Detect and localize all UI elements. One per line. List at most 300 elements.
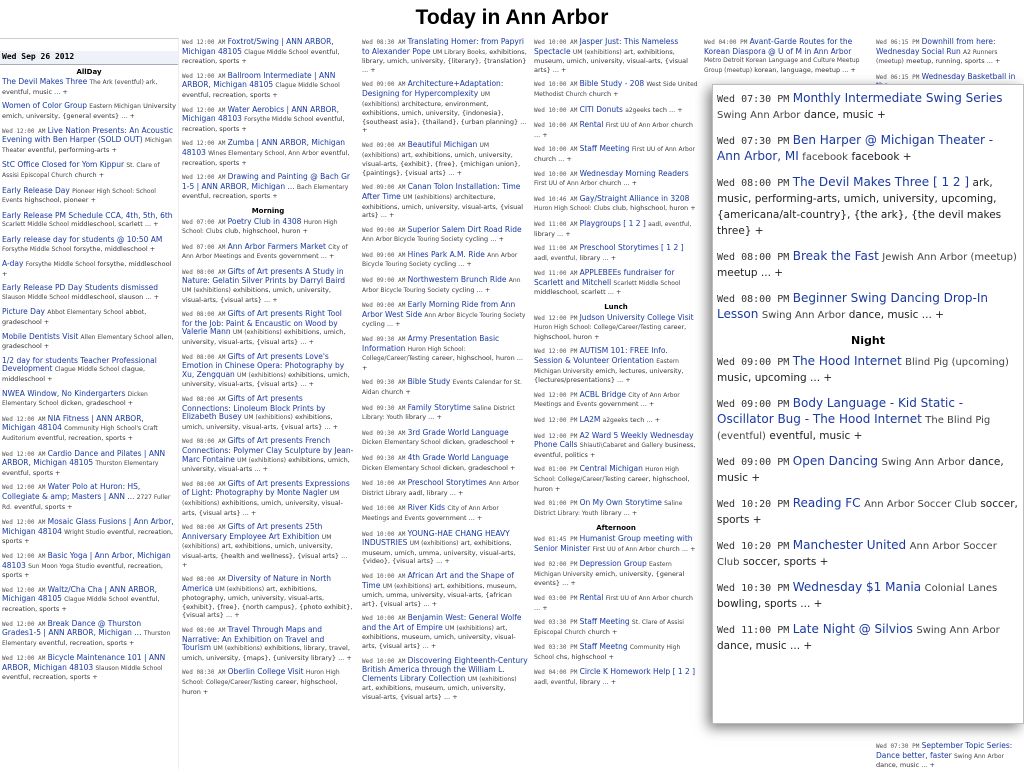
event-tags[interactable]: exhibitions, umich, university, visual-arts, {visual arts} ... +: [182, 370, 350, 389]
event-title-link[interactable]: CITI Donuts: [579, 104, 623, 114]
event-title-link[interactable]: Staff Meeting: [579, 617, 630, 627]
event-title-link[interactable]: Mobile Dentists Visit: [2, 331, 79, 341]
event-title-link[interactable]: StC Office Closed for Yom Kippur: [2, 160, 125, 170]
event-tags[interactable]: exhibitions, library, travel, umich, university, {maps}, {university library} ... +: [182, 644, 352, 662]
event-time: Wed 08:00 AM: [182, 353, 226, 361]
event-item: [182, 243, 354, 262]
event-tags[interactable]: dance, music +: [717, 456, 1004, 484]
event-title-link[interactable]: Body Language - Kid Static - Oscillator Bug - The Hood Internet: [717, 396, 964, 426]
event-item: [534, 391, 698, 410]
event-title-link[interactable]: The Devil Makes Three [ 1 2 ]: [792, 175, 970, 189]
event-tags[interactable]: aadl, library ... +: [408, 488, 464, 497]
event-title-link[interactable]: Zumba | ANN ARBOR, Michigan 48103: [182, 138, 346, 157]
event-tags[interactable]: eventful, recreation, sports +: [182, 90, 278, 99]
event-tags[interactable]: dance, music ... +: [876, 761, 935, 768]
event-title-link[interactable]: AUTISM 101: FREE Info. Session & Volunteer Orientation: [534, 346, 668, 366]
event-tags[interactable]: government ... +: [426, 513, 483, 522]
event-time: Wed 09:30 AM: [362, 429, 406, 437]
event-tags[interactable]: middleschool, scarlett ... +: [71, 220, 159, 229]
event-tags[interactable]: eventful, recreation, sports +: [2, 673, 98, 682]
event-tags[interactable]: church +: [381, 388, 411, 396]
event-tags[interactable]: church ... +: [657, 544, 696, 553]
event-title-link[interactable]: Rental: [579, 120, 604, 130]
event-title-link[interactable]: Gifts of Art presents Love's Emotion in Chinese Opera: Photography by Xu, Zengquan: [182, 351, 345, 379]
event-time: Wed 10:00 AM: [534, 146, 578, 154]
event-time: Wed 10:00 AM: [362, 657, 406, 665]
event-item: [717, 538, 1019, 570]
event-item: [717, 91, 1019, 123]
event-tags[interactable]: University emich, university, {general events} ... +: [2, 102, 176, 120]
event-time: Wed 10:30 PM: [717, 583, 790, 594]
event-tags[interactable]: eventful, recreation, sports +: [2, 561, 163, 580]
event-venue: Ann Arbor Bicycle Touring Society: [362, 236, 464, 244]
event-title-link[interactable]: ACBL Bridge: [579, 389, 626, 399]
section-heading: Lunch: [604, 303, 628, 312]
event-tags[interactable]: facebook +: [851, 151, 912, 163]
event-tags[interactable]: church +: [74, 170, 105, 179]
event-time: Wed 07:00 AM: [182, 243, 226, 251]
event-tags[interactable]: career, highschool, huron ... +: [362, 354, 523, 372]
event-tags[interactable]: meetup, running, sports ... +: [906, 57, 1001, 66]
event-title-link[interactable]: Canan Tolon Installation: Time After Time: [362, 182, 521, 201]
event-tags[interactable]: library ... +: [600, 508, 638, 517]
event-title-link[interactable]: Northwestern Brunch Ride: [407, 275, 507, 285]
event-title-link[interactable]: Monthly Intermediate Swing Series: [792, 91, 1003, 105]
event-tags[interactable]: middleschool, slauson ... +: [71, 292, 160, 301]
event-title-link[interactable]: Army Presentation Basic Information: [362, 334, 500, 353]
event-title-link[interactable]: The Hood Internet: [792, 354, 902, 368]
event-tags[interactable]: library ... +: [534, 229, 571, 238]
event-title-link[interactable]: Rental: [579, 592, 604, 602]
event-tags[interactable]: eventful, recreation, sports +: [182, 47, 340, 66]
event-tags[interactable]: abbot, gradeschool +: [2, 308, 147, 327]
event-time: Wed 10:00 AM: [534, 170, 578, 178]
event-tags[interactable]: dicken, gradeschool +: [442, 463, 516, 472]
event-title-link[interactable]: Preschool Storytimes: [407, 478, 487, 488]
event-time: Wed 08:00 AM: [182, 396, 226, 403]
event-tags[interactable]: cycling ... +: [465, 235, 504, 244]
event-title-link[interactable]: Early Release PD Day Students dismissed: [2, 283, 159, 293]
event-time: Wed 08:00 AM: [182, 524, 226, 532]
event-time: Wed 12:00 AM: [2, 620, 46, 628]
event-title-link[interactable]: Discovering Eighteenth-Century British America through the William L. Clements Library Collection: [362, 655, 528, 683]
event-tags[interactable]: government ... +: [279, 252, 335, 261]
event-tags[interactable]: art, exhibitions, museum, umich, university, visual-arts, {visual arts} ... +: [362, 684, 506, 702]
event-tags[interactable]: dicken, gradeschool +: [442, 438, 516, 447]
event-tags[interactable]: art, exhibitions, museum, umich, umma, university, visual-arts, {video}, {visual arts} ... +: [362, 539, 516, 566]
event-time: Wed 12:00 AM: [2, 519, 46, 527]
event-tags[interactable]: library ... +: [405, 413, 442, 422]
event-title-link[interactable]: Staff Meetng: [579, 642, 628, 652]
event-time: Wed 03:30 PM: [534, 644, 578, 652]
event-time: Wed 12:00 AM: [182, 174, 226, 182]
event-title-link[interactable]: The Devil Makes Three: [2, 77, 88, 87]
event-title-link[interactable]: Poetry Club in 4308: [227, 216, 302, 226]
event-title-link[interactable]: River Kids: [407, 503, 446, 513]
event-tags[interactable]: eventful, recreation, sports +: [2, 527, 174, 546]
event-title-link[interactable]: Early release day for students @ 10:50 AM: [2, 234, 163, 244]
event-item: [534, 594, 698, 612]
event-tags[interactable]: exhibitions, umich, university, visual-arts ... +: [182, 455, 350, 474]
event-tags[interactable]: dicken, gradeschool +: [60, 399, 134, 408]
event-title-link[interactable]: Wednesday Morning Readers: [579, 168, 689, 178]
event-title-link[interactable]: Bible Study: [407, 377, 451, 387]
event-item: [534, 535, 698, 554]
event-tags[interactable]: eventful, recreation, sports +: [2, 595, 160, 613]
event-title-link[interactable]: Judson University College Visit: [579, 312, 694, 322]
event-title-link[interactable]: Open Dancing: [792, 454, 878, 468]
event-tags[interactable]: church ... +: [534, 154, 572, 163]
event-venue: Michigan Theater: [2, 137, 172, 154]
event-title-link[interactable]: Reading FC: [792, 496, 861, 510]
event-item: [717, 354, 1019, 386]
event-tags[interactable]: church ... +: [534, 593, 694, 612]
event-tags[interactable]: church ... +: [534, 121, 694, 139]
event-venue: Allen Elementary School: [80, 333, 154, 341]
event-title-link[interactable]: A2 Ward 5 Weekly Wednesday Phone Calls: [534, 430, 694, 450]
event-time: Wed 09:30 AM: [362, 404, 406, 412]
event-venue: The Ark (eventful) ark,: [89, 79, 158, 87]
event-tags[interactable]: tech ... +: [652, 105, 683, 114]
event-title-link[interactable]: On My Own Storytime: [579, 498, 662, 508]
event-title-link[interactable]: Staff Meeting: [579, 144, 630, 154]
event-title-link[interactable]: Oberlin College Visit: [227, 667, 304, 677]
event-venue: facebook: [802, 152, 848, 163]
event-item: [876, 742, 1022, 768]
event-tags[interactable]: music, upcoming ... +: [717, 372, 833, 384]
event-title-link[interactable]: Beautiful Michigan: [407, 139, 478, 149]
event-tags[interactable]: library ... +: [579, 253, 617, 262]
event-title-link[interactable]: Bible Study - 208: [579, 79, 645, 89]
event-title-link[interactable]: Downhill from here: Wednesday Social Run: [876, 38, 996, 56]
event-tags[interactable]: library ... +: [579, 678, 617, 687]
event-time: Wed 09:30 AM: [362, 379, 406, 387]
event-tags[interactable]: eventful, sports +: [14, 502, 73, 511]
event-tags[interactable]: eventful, music +: [769, 430, 863, 442]
event-title-link[interactable]: Manchester United: [792, 538, 907, 552]
event-title-link[interactable]: Basic Yoga | Ann Arbor, Michigan 48103: [2, 550, 171, 570]
event-title-link[interactable]: 4th Grade World Language: [407, 452, 509, 462]
event-item: [362, 504, 528, 523]
event-tags[interactable]: dance, music ... +: [717, 640, 813, 652]
event-item: [182, 353, 354, 389]
event-tags[interactable]: korean, language, meetup ... +: [754, 65, 856, 74]
event-title-link[interactable]: Late Night @ Silvios: [792, 622, 913, 636]
event-item: [2, 518, 176, 546]
event-time: Wed 12:00 AM: [2, 484, 46, 492]
event-title-link[interactable]: Family Storytime: [407, 402, 471, 412]
event-item: [182, 575, 354, 620]
event-time: Wed 08:00 AM: [182, 311, 226, 319]
event-title-link[interactable]: Ann Arbor Farmers Market: [227, 241, 326, 251]
event-item: [362, 226, 528, 245]
event-title-link[interactable]: Hines Park A.M. Ride: [407, 249, 485, 259]
event-tags[interactable]: architecture, environment, exhibitions, umich, university, {indonesia}, {southeast asia}, {thailand}, {urban planning} ... +: [362, 99, 527, 135]
event-title-link[interactable]: Gifts of Art presents French Connections: Polymer Clay Sculpture by Jean-Marc Fontaine: [182, 436, 354, 464]
event-time: Wed 09:00 PM: [717, 399, 790, 410]
event-tags[interactable]: art, exhibitions, museum, umich, university, visual-arts, {visual arts} ... +: [534, 47, 688, 74]
event-title-link[interactable]: Playgroups [ 1 2 ]: [579, 218, 646, 228]
event-tags[interactable]: club, highschool, huron +: [612, 204, 696, 213]
event-time: Wed 08:00 AM: [182, 480, 226, 488]
event-title-link[interactable]: Waltz/Cha Cha | ANN ARBOR, Michigan 48105: [2, 584, 158, 604]
event-item: [534, 499, 698, 518]
event-tags[interactable]: church +: [589, 89, 619, 98]
event-tags[interactable]: business, eventful, politics +: [534, 441, 696, 459]
event-item: [717, 175, 1019, 239]
event-time: Wed 12:00 AM: [2, 127, 46, 135]
event-title-link[interactable]: African Art and the Shape of Time: [362, 570, 514, 590]
event-time: Wed 10:00 AM: [362, 530, 406, 538]
slide-title: Today in Ann Arbor: [415, 6, 609, 29]
event-tags[interactable]: church +: [587, 627, 618, 636]
event-venue: Forsythe Middle School: [25, 261, 96, 269]
event-item: [2, 654, 176, 682]
event-venue: Scarlett Middle School: [2, 221, 69, 229]
event-venue: UM (exhibitions): [237, 456, 286, 464]
event-title-link[interactable]: Break Dance @ Thurston Grades1-5 | ANN ARBOR, Michigan ...: [2, 618, 142, 638]
event-tags[interactable]: church ... +: [599, 179, 638, 188]
event-item: [2, 415, 176, 444]
event-item: [534, 560, 698, 588]
event-venue: City of Ann Arbor Meetings and Events: [362, 505, 499, 522]
event-title-link[interactable]: Humanist Group meeting with Senior Minister: [534, 533, 693, 553]
event-tags[interactable]: emich, university, {general events} ... +: [534, 569, 685, 588]
event-title-link[interactable]: Gifts of Art presents Connections: Linoleum Block Prints by Elizabeth Busey: [182, 394, 326, 422]
event-tags[interactable]: emich, lectures, university, {lectures/presentations} ... +: [534, 366, 684, 385]
event-tags[interactable]: chs, highschool +: [556, 652, 614, 661]
event-item: [362, 657, 528, 702]
event-item: [534, 220, 698, 238]
event-title-link[interactable]: NWEA Window, No Kindergarters: [2, 388, 126, 398]
event-title-link[interactable]: Gifts of Art presents 25th Anniversary Employee Art Exhibition: [182, 522, 323, 541]
event-venue: a2geeks: [602, 417, 628, 424]
event-tags[interactable]: eventful, recreation, sports +: [37, 434, 134, 442]
event-tags[interactable]: government ... +: [598, 400, 655, 409]
event-tags[interactable]: eventful, sports +: [2, 468, 61, 477]
event-tags[interactable]: career, highschool, huron +: [534, 474, 690, 493]
event-tags[interactable]: eventful, recreation, sports +: [182, 115, 345, 133]
event-title-link[interactable]: Central Michigan: [579, 464, 643, 474]
event-tags[interactable]: career, highschool, huron +: [534, 323, 687, 341]
event-item: [534, 244, 698, 263]
event-title-link[interactable]: Translating Homer: from Papyri to Alexander Pope: [362, 38, 525, 56]
column-4: [532, 38, 700, 768]
event-tags[interactable]: career, highschool, huron +: [182, 678, 338, 696]
event-time: Wed 10:20 PM: [717, 541, 790, 552]
event-title-link[interactable]: September Topic Series: Dance better, faster: [876, 741, 1013, 760]
section-heading: AllDay: [76, 67, 102, 76]
event-tags[interactable]: middleschool, scarlett ... +: [534, 288, 622, 297]
event-item: [2, 450, 176, 478]
event-tags[interactable]: eventful, recreation, sports +: [38, 638, 135, 647]
event-time: Wed 12:00 AM: [182, 140, 226, 148]
event-title-link[interactable]: Picture Day: [2, 307, 45, 317]
event-title-link[interactable]: Gay/Straight Alliance in 3208: [579, 193, 690, 203]
event-item: [2, 483, 176, 512]
event-tags[interactable]: soccer, sports +: [742, 556, 829, 568]
event-tags[interactable]: exhibitions, library, umich, university, {literary}, {translation} ... +: [362, 47, 527, 74]
event-item: [362, 479, 528, 498]
event-title-link[interactable]: Ben Harper @ Michigan Theater - Ann Arbor, MI: [717, 133, 994, 163]
event-title-link[interactable]: APPLEBEEs fundraiser for Scarlett and Mitchell: [534, 268, 675, 287]
event-tags[interactable]: club, highschool, huron +: [224, 227, 308, 236]
event-tags[interactable]: eventful, music ... +: [2, 87, 68, 96]
event-tags[interactable]: art, exhibitions, umich, university, visual-arts, {health and wellness}, {visual arts} ... +: [182, 542, 348, 569]
event-venue: Metro Detroit Korean Language and Culture Meetup Group (meetup): [704, 57, 860, 74]
event-title-link[interactable]: Wednesday $1 Mania: [792, 580, 922, 594]
event-item: [534, 416, 698, 426]
event-venue: Community High School: [534, 644, 681, 661]
event-venue: UM (exhibitions): [232, 329, 282, 337]
event-tags[interactable]: dance, music ... +: [848, 309, 944, 321]
event-title-link[interactable]: Water Polo at Huron: HS, Collegiate & amp; Masters | ANN ...: [2, 482, 141, 501]
event-tags[interactable]: eventful, recreation, sports +: [182, 148, 350, 167]
event-tags[interactable]: art, exhibitions, umich, university, visual-arts, {exhibit}, {free}, {michigan union}, {paintings}, {visual arts} ... +: [362, 150, 521, 177]
event-item: [2, 187, 176, 206]
event-title-link[interactable]: 1/2 day for students Teacher Professional Development: [2, 355, 157, 374]
event-title-link[interactable]: A-day: [2, 259, 24, 269]
event-time: Wed 09:00 PM: [717, 357, 790, 368]
event-title-link[interactable]: LA2M: [579, 415, 601, 424]
event-title-link[interactable]: Water Aerobics | ANN ARBOR, Michigan 48103: [182, 104, 340, 124]
event-time: Wed 08:00 PM: [717, 178, 790, 189]
event-title-link[interactable]: Early Release PM Schedule CCA, 4th, 5th, 6th: [2, 210, 173, 220]
event-title-link[interactable]: Depression Group: [579, 559, 647, 569]
event-title-link[interactable]: Women of Color Group: [2, 101, 88, 111]
event-time: Wed 04:00 PM: [534, 669, 578, 677]
event-time: Wed 01:00 PM: [534, 466, 578, 474]
event-venue: UM (exhibitions): [182, 533, 332, 551]
event-title-link[interactable]: Mosaic Glass Fusions | Ann Arbor, Michigan 48104: [2, 517, 174, 536]
event-tags[interactable]: allen, gradeschool +: [2, 332, 174, 351]
event-tags[interactable]: bowling, sports ... +: [717, 598, 823, 610]
event-tags[interactable]: exhibitions, umich, university, visual-arts, {visual arts} ... +: [182, 498, 343, 517]
event-title-link[interactable]: Avant-Garde Routes for the Korean Diaspora @ U of M in Ann Arbor: [704, 38, 853, 56]
event-title-link[interactable]: YOUNG-HAE CHANG HEAVY INDUSTRIES: [362, 528, 510, 548]
event-venue: Events Calendar for St. Aidan: [362, 379, 522, 396]
event-title-link[interactable]: Gifts of Art presents Expressions of Light: Photography by Monte Nagler: [182, 478, 350, 498]
event-title-link[interactable]: Ballroom Intermediate | ANN ARBOR, Michigan 48105: [182, 70, 336, 90]
event-time: Wed 10:46 AM: [534, 195, 578, 203]
event-venue: UM (exhibitions): [402, 193, 452, 201]
event-title-link[interactable]: Wednesday Basketball in: [921, 71, 1016, 81]
event-tags[interactable]: highschool, pioneer +: [24, 196, 96, 205]
event-tags[interactable]: clague, middleschool +: [2, 365, 146, 384]
event-item: [362, 251, 528, 270]
event-venue: First UU of Ann Arbor: [534, 180, 598, 188]
event-title-link[interactable]: Gifts of Art presents A Study in Nature: Gelatin Silver Prints by Darryl Baird: [182, 266, 346, 286]
event-tags[interactable]: exhibitions, umich, university, visual-arts, {visual arts} ... +: [182, 328, 346, 347]
section-heading: Night: [851, 334, 885, 347]
event-tags[interactable]: cycling ... +: [451, 285, 491, 294]
event-tags[interactable]: tech ... +: [630, 416, 661, 424]
event-item: [534, 643, 698, 662]
event-venue: City of Ann Arbor Meetings and Events: [182, 243, 348, 261]
event-item: [2, 552, 176, 580]
event-title-link[interactable]: Superior Salem Dirt Road Ride: [407, 224, 522, 234]
event-venue: Clague Middle School: [54, 366, 120, 374]
event-title-link[interactable]: Bicycle Maintenance 101 | ANN ARBOR, Michigan 48103: [2, 653, 166, 672]
event-tags[interactable]: exhibitions, umich, university, visual-arts, {visual arts} ... +: [182, 413, 339, 431]
event-tags[interactable]: eventful, recreation, sports +: [182, 192, 278, 201]
event-venue: Ann Arbor Soccer Club: [717, 541, 997, 568]
event-item: [182, 106, 354, 134]
event-time: Wed 11:00 AM: [534, 245, 578, 253]
event-venue: UM (exhibitions): [244, 414, 293, 422]
event-venue: Colonial Lanes: [924, 583, 998, 594]
event-tags[interactable]: forsythe, middleschool +: [73, 244, 156, 253]
event-item: [534, 145, 698, 163]
event-item: [2, 236, 176, 254]
event-title-link[interactable]: Early Release Day: [2, 185, 70, 195]
event-venue: Eastern Michigan University: [534, 561, 672, 578]
event-title-link[interactable]: Live Nation Presents: An Acoustic Evening with Ben Harper (SOLD OUT): [2, 125, 173, 145]
event-tags[interactable]: exhibitions, umich, university, visual-arts, {visual arts} ... +: [182, 286, 331, 304]
event-venue: Ann Arbor Bicycle Touring Society: [424, 311, 526, 319]
event-tags[interactable]: dance, music +: [803, 109, 886, 121]
event-title-link[interactable]: Break the Fast: [792, 249, 879, 263]
event-title-link[interactable]: Beginner Swing Dancing Drop-In Lesson: [717, 291, 988, 321]
event-title-link[interactable]: Architecture+Adaptation: Designing for Hypercomplexity: [362, 79, 504, 98]
event-tags[interactable]: cycling ... +: [433, 260, 472, 269]
event-item: [717, 133, 1019, 165]
event-title-link[interactable]: Cardio Dance and Pilates | ANN ARBOR, Michigan 48105: [2, 448, 166, 468]
event-venue: Abbot Elementary School: [47, 309, 124, 317]
event-title-link[interactable]: Early Morning Ride from Ann Arbor West Side: [362, 300, 516, 319]
event-title-link[interactable]: Diversity of Nature in North America: [182, 574, 331, 593]
event-title-link[interactable]: Benjamin West: General Wolfe and the Art of Empire: [362, 613, 522, 632]
event-tags[interactable]: cycling ... +: [362, 320, 401, 329]
event-tags[interactable]: art, exhibitions, photography, umich, university, visual-arts, {exhibit}, {free}, {north campus}, {photo exhibit}, {visual arts} ... +: [182, 584, 353, 620]
event-item: [534, 347, 698, 384]
event-tags[interactable]: forsythe, middleschool +: [2, 260, 172, 278]
event-title-link[interactable]: 3rd Grade World Language: [407, 427, 509, 437]
event-time: Wed 12:00 PM: [534, 391, 578, 399]
event-venue: Ann Arbor District Library: [362, 480, 519, 497]
event-tags[interactable]: ark, music, performing-arts, umich, university, upcoming, {americana/alt-country}, {the ark}, {the devil makes three} +: [717, 177, 1002, 237]
event-title-link[interactable]: Jasper Just: This Nameless Spectacle: [534, 38, 679, 56]
event-title-link[interactable]: Preschool Storytimes [ 1 2 ]: [579, 243, 684, 253]
event-venue: Community High School's Craft Auditorium: [2, 425, 158, 442]
event-time: Wed 07:30 PM: [876, 743, 920, 750]
event-time: Wed 08:00 AM: [182, 268, 226, 276]
event-title-link[interactable]: Drawing and Painting @ Bach Gr 1-5 | ANN ARBOR, Michigan ...: [182, 172, 350, 191]
event-item: [182, 72, 354, 100]
event-tags[interactable]: art, exhibitions, museum, umich, university, visual-arts, {visual arts} ... +: [362, 623, 516, 651]
event-item: [362, 454, 528, 473]
event-title-link[interactable]: Gifts of Art presents Right Tool for the Job: Paint & Encaustic on Wood by Valerie Mann: [182, 309, 342, 337]
event-venue: UM (exhibitions): [182, 490, 340, 507]
event-item: [2, 333, 176, 351]
event-item: [717, 496, 1019, 528]
event-title-link[interactable]: Travel Through Maps and Narrative: An Exhibition on Travel and Tourism: [182, 625, 325, 653]
event-title-link[interactable]: Circle K Homework Help [ 1 2 ]: [579, 667, 696, 677]
event-tags[interactable]: meetup ... +: [717, 267, 784, 279]
event-title-link[interactable]: Foxtrot/Swing | ANN ARBOR, Michigan 48105: [182, 38, 334, 56]
event-item: [182, 139, 354, 167]
event-tags[interactable]: eventful, performing-arts +: [27, 145, 117, 154]
event-tags[interactable]: art, exhibitions, museum, umich, umma, university, visual-arts, {african art}, {visual arts} ... +: [362, 581, 517, 608]
event-tags[interactable]: architecture, exhibitions, umich, university, visual-arts, {visual arts} ... +: [362, 192, 524, 220]
event-tags[interactable]: soccer, sports +: [717, 498, 1018, 526]
event-item: [362, 301, 528, 329]
event-time: Wed 03:30 PM: [534, 619, 578, 627]
event-venue: Scarlett Middle School: [613, 279, 681, 287]
event-title-link[interactable]: NIA Fitness | ANN ARBOR, Michigan 48104: [2, 413, 144, 433]
event-time: Wed 10:20 PM: [717, 499, 790, 510]
event-time: Wed 09:30 AM: [362, 336, 406, 344]
